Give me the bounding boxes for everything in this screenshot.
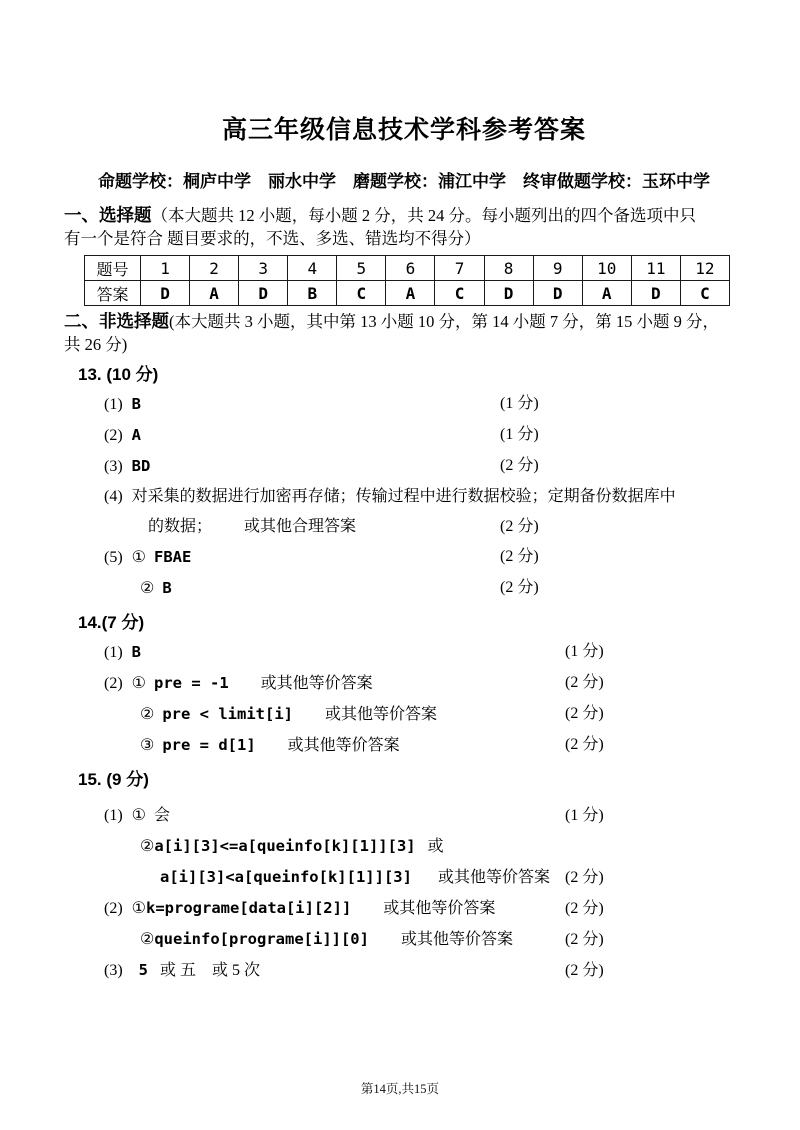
- item-marker: (1): [104, 807, 123, 824]
- circled-number: ②: [140, 838, 155, 855]
- answer-text: 对采集的数据进行加密再存储；传输过程中进行数据校验；定期备份数据库中: [131, 488, 676, 505]
- answer-line: [64, 420, 744, 451]
- answer-cell: C: [680, 281, 729, 306]
- equivalent-note: 或其他合理答案: [244, 518, 357, 535]
- answer-code: pre < limit[i]: [162, 705, 293, 723]
- answer-line: [64, 831, 744, 862]
- section2-intro: [64, 310, 744, 333]
- answer-cell: A: [190, 281, 239, 306]
- circled-number: ①: [131, 900, 146, 917]
- circled-number: ①: [131, 807, 146, 824]
- score-label: (2 分): [500, 579, 539, 596]
- answer-code: a[i][3]<=a[queinfo[k][1]][3]: [154, 837, 416, 855]
- answer-cell: B: [288, 281, 337, 306]
- question-no-cell: 1: [141, 256, 190, 281]
- answer-code: B: [131, 643, 141, 661]
- question-15-items: [64, 800, 744, 986]
- mcq-answer-table: [84, 255, 730, 306]
- answer-text: 或: [427, 838, 444, 855]
- equivalent-note: 或其他等价答案: [287, 737, 400, 754]
- section1-desc-line1: （本大题共 12 小题，每小题 2 分，共 24 分。每小题列出的四个备选项中只: [151, 206, 696, 225]
- score-label: (1 分): [500, 426, 539, 443]
- equivalent-note: 或其他等价答案: [400, 931, 513, 948]
- answer-cell: D: [141, 281, 190, 306]
- schools-byline: 命题学校：桐庐中学 丽水中学 磨题学校：浦江中学 终审做题学校：玉环中学: [98, 172, 710, 191]
- equivalent-note: 或其他等价答案: [437, 869, 550, 886]
- equivalent-note: 或其他等价答案: [260, 675, 373, 692]
- answer-code: a[i][3]<a[queinfo[k][1]][3]: [160, 868, 412, 886]
- answer-line: [64, 862, 744, 893]
- answer-code: queinfo[programe[i]][0]: [154, 930, 369, 948]
- answer-code: FBAE: [154, 548, 192, 566]
- circled-number: ②: [140, 580, 155, 597]
- answer-line: [64, 924, 744, 955]
- section2-desc-line2: 共 26 分): [64, 335, 128, 354]
- answer-line: [64, 573, 744, 604]
- item-marker: (3): [104, 458, 123, 475]
- answer-text: 会: [154, 807, 171, 824]
- score-label: (2 分): [500, 548, 539, 565]
- question-no-cell: 2: [190, 256, 239, 281]
- item-marker: (5): [104, 549, 123, 566]
- section1-intro: [64, 204, 744, 227]
- score-label: (2 分): [500, 518, 539, 535]
- circled-number: ②: [140, 931, 155, 948]
- question-15-heading: 15. (9 分): [78, 770, 149, 789]
- score-label: (1 分): [565, 807, 604, 824]
- answer-code: pre = d[1]: [162, 736, 256, 754]
- answer-cell: D: [484, 281, 533, 306]
- score-label: (2 分): [565, 674, 604, 691]
- item-marker: (1): [104, 644, 123, 661]
- answer-text: 的数据；: [148, 518, 213, 535]
- answer-cell: A: [386, 281, 435, 306]
- answer-line: [64, 955, 744, 986]
- score-label: (2 分): [500, 457, 539, 474]
- score-label: (2 分): [565, 962, 604, 979]
- score-label: (2 分): [565, 869, 604, 886]
- answer-line: [64, 512, 744, 542]
- score-label: (1 分): [565, 643, 604, 660]
- answer-line: [64, 699, 744, 730]
- answer-line: [64, 893, 744, 924]
- circled-number: ②: [140, 706, 155, 723]
- section2-desc-line1: (本大题共 3 小题，其中第 13 小题 10 分，第 14 小题 7 分，第 15 小题 9 分，: [169, 312, 719, 331]
- question-no-cell: 4: [288, 256, 337, 281]
- answer-line: [64, 730, 744, 761]
- score-label: (2 分): [565, 736, 604, 753]
- question-no-cell: 3: [239, 256, 288, 281]
- answer-cell: D: [533, 281, 582, 306]
- table-row-numbers: [85, 256, 730, 281]
- score-label: (2 分): [565, 705, 604, 722]
- answer-cell: D: [239, 281, 288, 306]
- section1-desc-line2: 有一个是符合 题目要求的，不选、多选、错选均不得分）: [64, 229, 481, 248]
- question-14-heading: 14.(7 分): [78, 613, 145, 632]
- circled-number: ③: [140, 737, 155, 754]
- question-no-cell: 8: [484, 256, 533, 281]
- question-no-cell: 6: [386, 256, 435, 281]
- score-label: (2 分): [565, 900, 604, 917]
- question-no-cell: 12: [680, 256, 729, 281]
- answer-line: [64, 389, 744, 420]
- question-no-cell: 5: [337, 256, 386, 281]
- question-no-cell: 10: [582, 256, 631, 281]
- score-label: (1 分): [500, 395, 539, 412]
- section2-heading: 二、非选择题: [64, 311, 169, 331]
- answer-cell: C: [337, 281, 386, 306]
- question-13-items: [64, 389, 744, 604]
- question-15-block: [64, 768, 744, 986]
- score-label: (2 分): [565, 931, 604, 948]
- question-14-block: [64, 611, 744, 761]
- answer-line: [64, 451, 744, 482]
- answer-code: A: [131, 426, 141, 444]
- equivalent-note: 或其他等价答案: [325, 706, 438, 723]
- question-14-items: [64, 637, 744, 761]
- answer-cell: C: [435, 281, 484, 306]
- doc-title: 高三年级信息技术学科参考答案: [221, 116, 586, 144]
- answer-code: pre = -1: [154, 674, 229, 692]
- answer-cell: D: [631, 281, 680, 306]
- table-row-answers: [85, 281, 730, 306]
- item-marker: (2): [104, 427, 123, 444]
- answer-text: 或 五 或 5 次: [160, 962, 261, 979]
- answer-code: 5: [138, 961, 148, 979]
- question-no-cell: 11: [631, 256, 680, 281]
- answer-code: B: [162, 579, 172, 597]
- circled-number: ①: [131, 549, 146, 566]
- circled-number: ①: [131, 675, 146, 692]
- item-marker: (1): [104, 396, 123, 413]
- equivalent-note: 或其他等价答案: [383, 900, 496, 917]
- item-marker: (2): [104, 675, 123, 692]
- question-13-heading: 13. (10 分): [78, 365, 159, 384]
- answer-line: [64, 637, 744, 668]
- item-marker: (3): [104, 962, 123, 979]
- answer-line: [64, 542, 744, 573]
- table-header-question-no: 题号: [85, 256, 141, 281]
- item-marker: (4): [104, 488, 123, 505]
- section1-heading: 一、选择题: [64, 205, 152, 225]
- answer-line: [64, 668, 744, 699]
- question-no-cell: 7: [435, 256, 484, 281]
- answer-cell: A: [582, 281, 631, 306]
- answer-code: B: [131, 395, 141, 413]
- question-13-block: [64, 363, 744, 604]
- answer-code: k=programe[data[i][2]]: [146, 899, 352, 917]
- answer-line: [64, 800, 744, 831]
- page-number: 第14页,共15页: [360, 1082, 440, 1096]
- answer-code: BD: [131, 457, 151, 475]
- answer-line: [64, 482, 744, 512]
- table-header-answer: 答案: [85, 281, 141, 306]
- question-no-cell: 9: [533, 256, 582, 281]
- item-marker: (2): [104, 900, 123, 917]
